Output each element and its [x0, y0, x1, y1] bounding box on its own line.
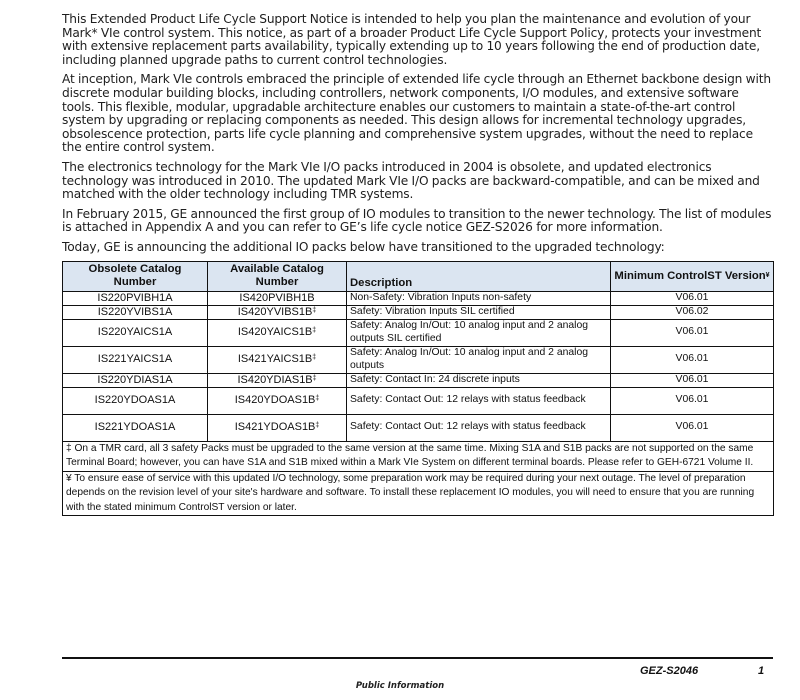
available-cell	[208, 387, 347, 414]
table-header-row	[63, 261, 774, 291]
available-cell	[208, 305, 347, 319]
header-obsolete: Obsolete Catalog Number	[63, 261, 208, 291]
table-row	[63, 387, 774, 414]
dagger-footnote-mark: ‡	[312, 306, 317, 314]
yen-footnote-mark: ¥	[765, 271, 770, 279]
today-paragraph: Today, GE is announcing the additional IO packs below have transitioned to the upgraded technology:	[62, 239, 665, 254]
version-cell: V06.01	[611, 373, 774, 387]
table-note-row	[63, 441, 774, 471]
obsolete-cell: IS220YDOAS1A	[63, 387, 208, 414]
header-version	[611, 261, 774, 291]
table-row	[63, 305, 774, 319]
header-version-label: Minimum ControlST Version	[614, 269, 766, 282]
version-cell: V06.01	[611, 346, 774, 373]
obsolete-cell: IS220PVIBH1A	[63, 291, 208, 305]
version-cell: V06.01	[611, 387, 774, 414]
table-row	[63, 319, 774, 346]
classification-label: Public Information	[355, 681, 445, 691]
obsolete-cell: IS220YVIBS1A	[63, 305, 208, 319]
table-row	[63, 373, 774, 387]
available-number: IS420YDIAS1B	[237, 373, 313, 386]
header-available: Available Catalog Number	[208, 261, 347, 291]
available-cell	[208, 373, 347, 387]
version-cell: V06.01	[611, 414, 774, 441]
controlst-footnote: ¥ To ensure ease of service with this updated I/O technology, some preparation work may be required during your next outage. The level of preparation depends on the revision level of your site's hardware and software. To install these replacement IO modules, you will need to ensure that you are running with the stated minimum ControlST version or later.	[63, 471, 774, 516]
available-number: IS420YVIBS1B	[237, 305, 313, 318]
obsolete-cell: IS221YAICS1A	[63, 346, 208, 373]
obsolete-cell: IS221YDOAS1A	[63, 414, 208, 441]
dagger-footnote-mark: ‡	[312, 354, 317, 362]
available-number: IS421YDOAS1B	[234, 421, 316, 434]
version-cell: V06.01	[611, 319, 774, 346]
available-number: IS420YDOAS1B	[234, 394, 316, 407]
available-cell	[208, 291, 347, 305]
available-cell	[208, 346, 347, 373]
description-cell: Non-Safety: Vibration Inputs non-safety	[347, 291, 611, 305]
table-row	[63, 291, 774, 305]
header-description: Description	[347, 261, 611, 291]
architecture-paragraph: At inception, Mark VIe controls embraced the principle of extended life cycle through an Ethernet backbone design with discrete modular building blocks, including controllers, network components, I/O modules, and extensive software tools. This flexible, modular, upgradable architecture enables our customers to maintain a state-of-the-art control system by upgrading or replacing components as needed. This design allows for incremental technology upgrades, obsolescence protection, parts life cycle planning and comprehensive system upgrades, without the need to replace the entire control system.	[62, 72, 771, 155]
available-number: IS420YAICS1B	[237, 326, 313, 339]
description-cell: Safety: Analog In/Out: 10 analog input and 2 analog outputs SIL certified	[347, 319, 611, 346]
description-cell: Safety: Vibration Inputs SIL certified	[347, 305, 611, 319]
tmr-footnote: ‡ On a TMR card, all 3 safety Packs must be upgraded to the same version at the same time. Mixing S1A and S1B packs are not supported on the same Terminal Board; however, you can have S1A and S1B mixed within a Mark VIe System on different terminal boards. Please refer to GEH-6721 Volume II.	[63, 441, 774, 471]
description-cell: Safety: Contact In: 24 discrete inputs	[347, 373, 611, 387]
document-id: GEZ-S2046	[640, 665, 699, 677]
version-cell: V06.02	[611, 305, 774, 319]
description-cell: Safety: Analog In/Out: 10 analog input and 2 analog outputs	[347, 346, 611, 373]
available-cell	[208, 414, 347, 441]
obsolete-cell: IS220YAICS1A	[63, 319, 208, 346]
available-cell	[208, 319, 347, 346]
catalog-table	[62, 261, 774, 517]
announcement-paragraph: In February 2015, GE announced the first group of IO modules to transition to the newer technology. The list of modules is attached in Appendix A and you can refer to GE’s life cycle notice GEZ-S2026 for more information.	[62, 206, 772, 235]
version-cell: V06.01	[611, 291, 774, 305]
table-note-row	[63, 471, 774, 516]
obsolete-cell: IS220YDIAS1A	[63, 373, 208, 387]
footer-divider	[62, 657, 773, 659]
intro-paragraph: This Extended Product Life Cycle Support Notice is intended to help you plan the maintenance and evolution of your Mark* VIe control system. This notice, as part of a broader Product Life Cycle Support Policy, protects your investment with extensive replacement parts availability, typically extending up to 10 years following the end of production date, including planned upgrade paths to current control technologies.	[62, 12, 762, 67]
page-number: 1	[758, 665, 765, 677]
dagger-footnote-mark: ‡	[312, 327, 317, 335]
dagger-footnote-mark: ‡	[312, 374, 317, 382]
table-row	[63, 346, 774, 373]
dagger-footnote-mark: ‡	[315, 395, 320, 403]
technology-paragraph: The electronics technology for the Mark VIe I/O packs introduced in 2004 is obsolete, and updated electronics technology was introduced in 2010. The updated Mark VIe I/O packs are backward-compatible, and can be mixed and matched with the older technology including TMR systems.	[62, 159, 760, 202]
description-cell: Safety: Contact Out: 12 relays with status feedback	[347, 414, 611, 441]
available-number: IS421YAICS1B	[237, 353, 313, 366]
description-cell: Safety: Contact Out: 12 relays with status feedback	[347, 387, 611, 414]
available-number: IS420PVIBH1B	[239, 291, 315, 304]
dagger-footnote-mark: ‡	[315, 422, 320, 430]
document-page	[62, 13, 774, 516]
table-row	[63, 414, 774, 441]
